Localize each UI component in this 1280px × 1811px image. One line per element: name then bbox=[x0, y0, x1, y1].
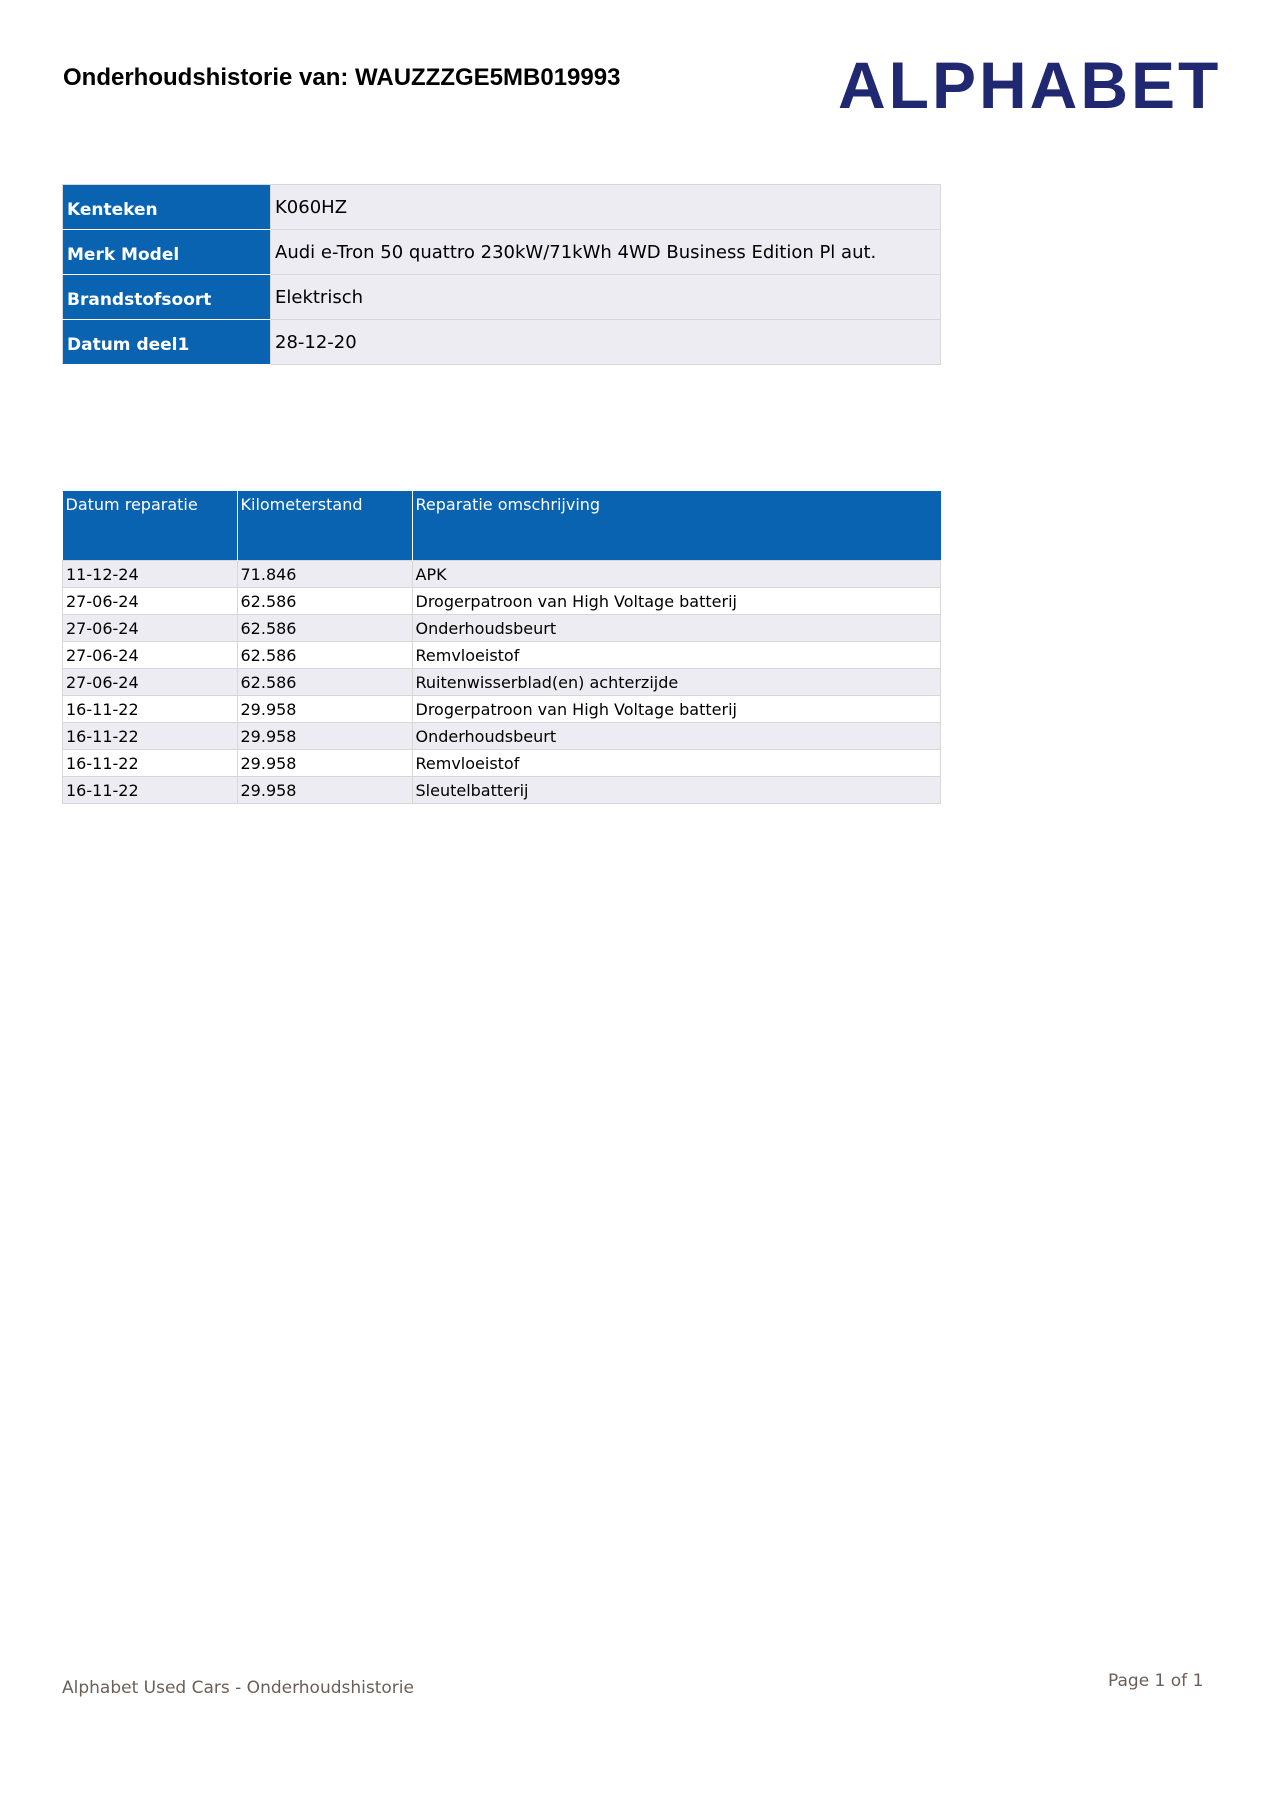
table-row bbox=[63, 642, 941, 669]
repair-mileage: 62.586 bbox=[237, 615, 412, 642]
table-row bbox=[63, 615, 941, 642]
column-header-description: Reparatie omschrijving bbox=[412, 491, 941, 561]
repair-date: 27-06-24 bbox=[63, 588, 238, 615]
repair-mileage: 71.846 bbox=[237, 561, 412, 588]
repair-date: 27-06-24 bbox=[63, 642, 238, 669]
repair-description: Remvloeistof bbox=[412, 750, 941, 777]
repair-date: 16-11-22 bbox=[63, 723, 238, 750]
repair-mileage: 62.586 bbox=[237, 669, 412, 696]
table-row bbox=[63, 561, 941, 588]
repair-description: Ruitenwisserblad(en) achterzijde bbox=[412, 669, 941, 696]
repair-date: 27-06-24 bbox=[63, 669, 238, 696]
repair-date: 16-11-22 bbox=[63, 777, 238, 804]
vehicle-info-row bbox=[63, 275, 941, 320]
repair-description: Remvloeistof bbox=[412, 642, 941, 669]
repair-description: APK bbox=[412, 561, 941, 588]
repair-date: 16-11-22 bbox=[63, 696, 238, 723]
vehicle-info-value: 28-12-20 bbox=[271, 320, 941, 365]
vehicle-info-value: Audi e-Tron 50 quattro 230kW/71kWh 4WD Business Edition Pl aut. bbox=[271, 230, 941, 275]
vehicle-info-row bbox=[63, 230, 941, 275]
repair-history-table bbox=[62, 491, 941, 804]
repair-mileage: 29.958 bbox=[237, 750, 412, 777]
page-title: Onderhoudshistorie van: WAUZZZGE5MB019993 bbox=[63, 64, 621, 91]
repair-mileage: 29.958 bbox=[237, 777, 412, 804]
repair-mileage: 29.958 bbox=[237, 696, 412, 723]
vehicle-info-label: Datum deel1 bbox=[63, 320, 271, 365]
vehicle-info-row bbox=[63, 185, 941, 230]
table-row bbox=[63, 723, 941, 750]
footer-caption: Alphabet Used Cars - Onderhoudshistorie bbox=[62, 1678, 414, 1698]
column-header-mileage: Kilometerstand bbox=[237, 491, 412, 561]
repair-description: Sleutelbatterij bbox=[412, 777, 941, 804]
table-row bbox=[63, 750, 941, 777]
alphabet-logo: ALPHABET bbox=[838, 48, 1222, 122]
repair-mileage: 29.958 bbox=[237, 723, 412, 750]
repair-date: 16-11-22 bbox=[63, 750, 238, 777]
vehicle-info-label: Merk Model bbox=[63, 230, 271, 275]
repair-mileage: 62.586 bbox=[237, 642, 412, 669]
repair-date: 27-06-24 bbox=[63, 615, 238, 642]
vehicle-info-label: Brandstofsoort bbox=[63, 275, 271, 320]
vehicle-info-table bbox=[62, 184, 941, 365]
repair-description: Drogerpatroon van High Voltage batterij bbox=[412, 588, 941, 615]
repair-description: Drogerpatroon van High Voltage batterij bbox=[412, 696, 941, 723]
column-header-date: Datum reparatie bbox=[63, 491, 238, 561]
repair-date: 11-12-24 bbox=[63, 561, 238, 588]
repair-description: Onderhoudsbeurt bbox=[412, 615, 941, 642]
vehicle-info-value: Elektrisch bbox=[271, 275, 941, 320]
table-row bbox=[63, 696, 941, 723]
vehicle-info-label: Kenteken bbox=[63, 185, 271, 230]
repair-table-header-row bbox=[63, 491, 941, 561]
table-row bbox=[63, 669, 941, 696]
repair-description: Onderhoudsbeurt bbox=[412, 723, 941, 750]
table-row bbox=[63, 588, 941, 615]
repair-mileage: 62.586 bbox=[237, 588, 412, 615]
vehicle-info-value: K060HZ bbox=[271, 185, 941, 230]
page-number: Page 1 of 1 bbox=[1108, 1671, 1204, 1691]
table-row bbox=[63, 777, 941, 804]
vehicle-info-row bbox=[63, 320, 941, 365]
